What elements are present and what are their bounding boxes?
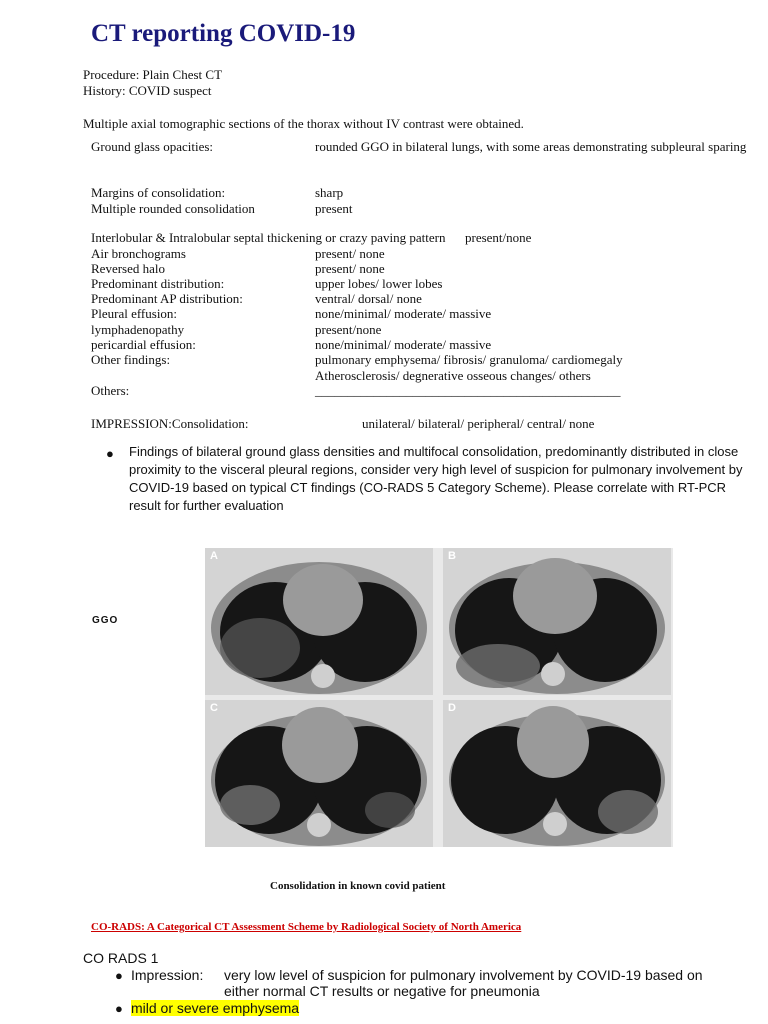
corads1-heading: CO RADS 1 bbox=[83, 950, 159, 966]
ct-figure bbox=[205, 548, 673, 847]
finding-label bbox=[91, 368, 315, 384]
finding-value: sharp bbox=[315, 185, 344, 200]
bullet-icon: ● bbox=[115, 968, 123, 983]
finding-value: _______________________________________________ bbox=[315, 383, 621, 398]
finding-row-other-findings-cont bbox=[91, 368, 768, 384]
procedure-line: Procedure: Plain Chest CT bbox=[83, 67, 223, 82]
finding-value: present bbox=[315, 201, 353, 216]
finding-label: Interlobular & Intralobular septal thickening or crazy paving pattern bbox=[91, 230, 446, 245]
finding-value: none/minimal/ moderate/ massive bbox=[315, 337, 492, 352]
finding-row-rounded-consolidation bbox=[91, 201, 768, 217]
panel-label: C bbox=[210, 702, 218, 714]
figure-caption: Consolidation in known covid patient bbox=[270, 880, 446, 892]
ct-scan-image bbox=[443, 700, 671, 847]
finding-label: Ground glass opacities: bbox=[91, 139, 214, 154]
ct-panel-d bbox=[443, 700, 671, 847]
finding-row-ggo bbox=[91, 139, 768, 154]
ggo-label: GGO bbox=[92, 615, 119, 626]
highlighted-text: mild or severe emphysema bbox=[131, 1000, 300, 1016]
ct-panel-a bbox=[205, 548, 433, 695]
document-title: CT reporting COVID-19 bbox=[91, 20, 356, 47]
finding-label: Reversed halo bbox=[91, 261, 166, 276]
finding-label: Air bronchograms bbox=[91, 246, 186, 261]
finding-label: Margins of consolidation: bbox=[91, 185, 226, 200]
finding-label: Predominant AP distribution: bbox=[91, 291, 243, 306]
finding-value: upper lobes/ lower lobes bbox=[315, 276, 443, 291]
finding-value: present/none bbox=[464, 230, 532, 245]
finding-row-air-bronchograms bbox=[91, 246, 768, 262]
ct-panel-b bbox=[443, 548, 671, 695]
ct-scan-image bbox=[205, 548, 433, 695]
corads1-emphysema bbox=[131, 1000, 299, 1016]
finding-label: Predominant distribution: bbox=[91, 276, 225, 291]
panel-label: B bbox=[448, 550, 456, 562]
finding-label: lymphadenopathy bbox=[91, 322, 185, 337]
finding-value: Atherosclerosis/ degnerative osseous changes/ others bbox=[315, 368, 591, 383]
finding-value: present/ none bbox=[315, 261, 385, 276]
finding-row-reversed-halo bbox=[91, 261, 768, 277]
corads1-impression-text: very low level of suspicion for pulmonary involvement by COVID-19 based on either normal CT results or negative for pneumonia bbox=[224, 967, 703, 999]
finding-label: pericardial effusion: bbox=[91, 337, 196, 352]
ct-panel-c bbox=[205, 700, 433, 847]
finding-row-margins bbox=[91, 185, 768, 201]
impression-value: unilateral/ bilateral/ peripheral/ central/ none bbox=[362, 416, 595, 431]
finding-row-other-findings bbox=[91, 352, 768, 368]
ct-scan-image bbox=[205, 700, 433, 847]
finding-value: ventral/ dorsal/ none bbox=[315, 291, 422, 306]
ct-scan-image bbox=[443, 548, 671, 695]
finding-value: rounded GGO in bilateral lungs, with some areas demonstrating subpleural sparing bbox=[315, 139, 747, 154]
finding-label: Others: bbox=[91, 383, 130, 398]
bullet-icon: ● bbox=[115, 1001, 123, 1016]
finding-row-ap-distribution bbox=[91, 291, 768, 307]
finding-row-pleural-effusion bbox=[91, 306, 768, 322]
panel-label: A bbox=[210, 550, 218, 562]
finding-row-distribution bbox=[91, 276, 768, 292]
finding-label: Other findings: bbox=[91, 352, 171, 367]
corads1-impression-label: Impression: bbox=[131, 967, 204, 983]
finding-row-pericardial-effusion bbox=[91, 337, 768, 353]
bullet-icon: ● bbox=[106, 446, 114, 461]
finding-row-septal bbox=[91, 230, 531, 246]
intro-text: Multiple axial tomographic sections of the thorax without IV contrast were obtained. bbox=[83, 116, 524, 131]
impression-paragraph: Findings of bilateral ground glass densities and multifocal consolidation, predominantly distributed in close proximity to the visceral pleural regions, consider very high level of suspicion for pulmonary involvement by COVID-19 based on typical CT findings (CO-RADS 5 Category Scheme). Please correlate with RT-PCR result for further evaluation bbox=[129, 444, 743, 513]
finding-value: pulmonary emphysema/ fibrosis/ granuloma/ cardiomegaly bbox=[315, 352, 623, 367]
finding-label: Multiple rounded consolidation bbox=[91, 201, 255, 216]
finding-label: Pleural effusion: bbox=[91, 306, 178, 321]
panel-label: D bbox=[448, 702, 456, 714]
impression-label: IMPRESSION:Consolidation: bbox=[91, 416, 249, 431]
finding-value: none/minimal/ moderate/ massive bbox=[315, 306, 492, 321]
finding-row-others bbox=[91, 383, 768, 399]
finding-value: present/ none bbox=[315, 246, 385, 261]
corads-title: CO-RADS: A Categorical CT Assessment Scheme by Radiological Society of North America bbox=[91, 921, 522, 933]
finding-value: present/none bbox=[315, 322, 382, 337]
history-line: History: COVID suspect bbox=[83, 83, 212, 98]
finding-row-lymphadenopathy bbox=[91, 322, 768, 338]
